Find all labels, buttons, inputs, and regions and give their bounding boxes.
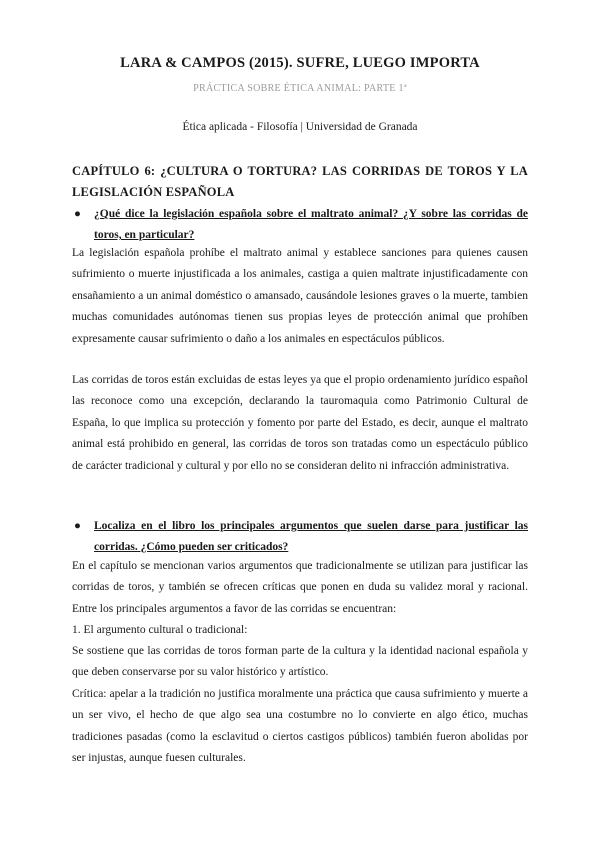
document-title: LARA & CAMPOS (2015). SUFRE, LUEGO IMPORTA	[120, 55, 480, 71]
course-info: Ética aplicada - Filosofía | Universidad de Granada	[182, 121, 418, 133]
question-2-text: Localiza en el libro los principales argumentos que suelen darse para justificar las corridas. ¿Cómo pueden ser criticados?	[94, 520, 528, 553]
question-1-text: ¿Qué dice la legislación española sobre el maltrato animal? ¿Y sobre las corridas de toros, en particular?	[94, 208, 528, 241]
bullet-icon: ●	[74, 208, 81, 220]
chapter-heading: CAPÍTULO 6: ¿CULTURA O TORTURA? LAS CORRIDAS DE TOROS Y LA LEGISLACIÓN ESPAÑOLA	[72, 164, 528, 199]
paragraph-bullfight-exception: Las corridas de toros están excluidas de estas leyes ya que el propio ordenamiento jurídico español las reconoce como una excepción, declarando la tauromaquia como Patrimonio Cultural de España, lo que implica su protección y fomento por parte del Estado, es decir, aunque el maltrato animal está prohibido en general, las corridas de toros son tratadas como un espectáculo público de carácter tradicional y cultural y por ello no se consideran delito ni infracción administrativa.	[72, 374, 528, 472]
argument-1-claim: Se sostiene que las corridas de toros forman parte de la cultura y la identidad nacional española y que deben conservarse por su valor histórico y artístico.	[72, 645, 528, 679]
paragraph-arguments-intro: En el capítulo se mencionan varios argumentos que tradicionalmente se utilizan para justificar las corridas de toros, y también se ofrecen críticas que ponen en duda su validez moral y racional. Entre los principales argumentos a favor de las corridas se encuentran:	[72, 560, 528, 615]
document-subtitle: PRÁCTICA SOBRE ÉTICA ANIMAL: PARTE 1ª	[193, 83, 407, 94]
question-1	[74, 204, 528, 246]
argument-1-critique: Crítica: apelar a la tradición no justifica moralmente una práctica que causa sufrimiento y muerte a un ser vivo, el hecho de que algo sea una costumbre no lo convierte en algo ético, muchas tradiciones pasadas (como la esclavitud o ciertos castigos públicos) también fueron abolidas por ser injustas, aunque fuesen culturales.	[72, 688, 528, 765]
argument-1-heading: 1. El argumento cultural o tradicional:	[72, 624, 248, 636]
bullet-icon: ●	[74, 520, 81, 532]
paragraph-legislation: La legislación española prohíbe el maltrato animal y establece sanciones para quienes causen sufrimiento o muerte injustificada a los animales, castiga a quien maltrate injustificadamente con ensañamiento a un animal doméstico o amansado, causándole lesiones graves o la muerte, tambien muchas comunidades autónomas tienen sus propias leyes de protección animal que prohíben expresamente causar sufrimiento o daño a los animales en espectáculos públicos.	[72, 247, 528, 345]
question-2	[74, 516, 528, 558]
